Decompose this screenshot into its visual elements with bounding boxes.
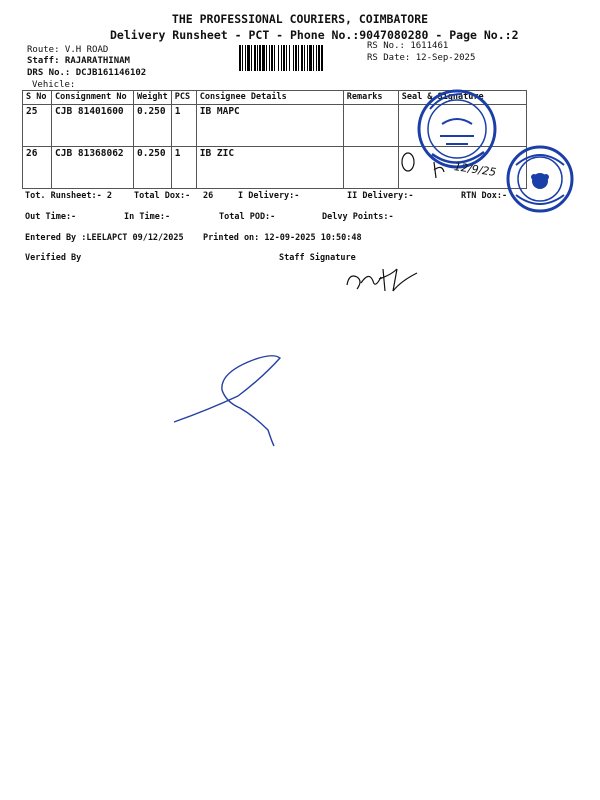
header-consignee: Consignee Details xyxy=(196,91,343,105)
company-title: THE PROFESSIONAL COURIERS, COIMBATORE xyxy=(171,12,429,26)
cell-weight: 0.250 xyxy=(134,147,172,189)
verified-by: Verified By xyxy=(25,253,82,263)
header-seal-signature: Seal & Signature xyxy=(398,91,526,105)
entered-by: Entered By :LEELAPCT 09/12/2025 xyxy=(25,233,184,243)
cell-sno: 26 xyxy=(23,147,52,189)
cell-weight: 0.250 xyxy=(134,105,172,147)
cell-pcs: 1 xyxy=(171,147,196,189)
cell-pcs: 1 xyxy=(171,105,196,147)
cell-consignment: CJB 81401600 xyxy=(52,105,134,147)
header-sno: S No xyxy=(23,91,52,105)
total-dox-label: Total Dox:- xyxy=(134,191,191,201)
tot-runsheet: Tot. Runsheet:- 2 xyxy=(25,191,112,201)
i-delivery: I Delivery:- xyxy=(238,191,300,201)
cell-sno: 25 xyxy=(23,105,52,147)
vehicle-label: Vehicle: xyxy=(32,80,76,90)
total-dox-value: 26 xyxy=(203,191,214,201)
total-pod: Total POD:- xyxy=(219,212,276,222)
bank-seal-stamp xyxy=(504,143,576,215)
ink-signature xyxy=(168,350,313,460)
printed-on: Printed on: 12-09-2025 10:50:48 xyxy=(203,233,362,243)
cell-remarks xyxy=(343,147,398,189)
handwritten-date-mark xyxy=(398,150,508,185)
rtn-dox: RTN Dox:- xyxy=(461,191,508,201)
handwritten-date: 12/9/25 xyxy=(453,160,497,179)
staff-signature-label: Staff Signature xyxy=(279,253,356,263)
route-label: Route: V.H ROAD xyxy=(27,45,109,55)
header-consignment: Consignment No xyxy=(52,91,134,105)
staff-signature-scribble xyxy=(335,255,430,305)
delvy-points: Delvy Points:- xyxy=(322,212,394,222)
in-time: In Time:- xyxy=(124,212,171,222)
rs-number: RS No.: 1611461 xyxy=(367,41,449,51)
header-remarks: Remarks xyxy=(343,91,398,105)
out-time: Out Time:- xyxy=(25,212,77,222)
header-pcs: PCS xyxy=(171,91,196,105)
cell-consignee: IB MAPC xyxy=(196,105,343,147)
ii-delivery: II Delivery:- xyxy=(347,191,414,201)
header-weight: Weight xyxy=(134,91,172,105)
cell-consignment: CJB 81368062 xyxy=(52,147,134,189)
cell-remarks xyxy=(343,105,398,147)
staff-label: Staff: RAJARATHINAM xyxy=(27,56,130,66)
runsheet-subtitle: Delivery Runsheet - PCT - Phone No.:9047080280 - Page No.:2 xyxy=(110,28,519,42)
barcode xyxy=(239,45,361,71)
rs-date: RS Date: 12-Sep-2025 xyxy=(367,53,476,63)
cell-consignee: IB ZIC xyxy=(196,147,343,189)
drs-number: DRS No.: DCJB161146102 xyxy=(27,68,147,78)
barcode-bar xyxy=(323,45,324,71)
